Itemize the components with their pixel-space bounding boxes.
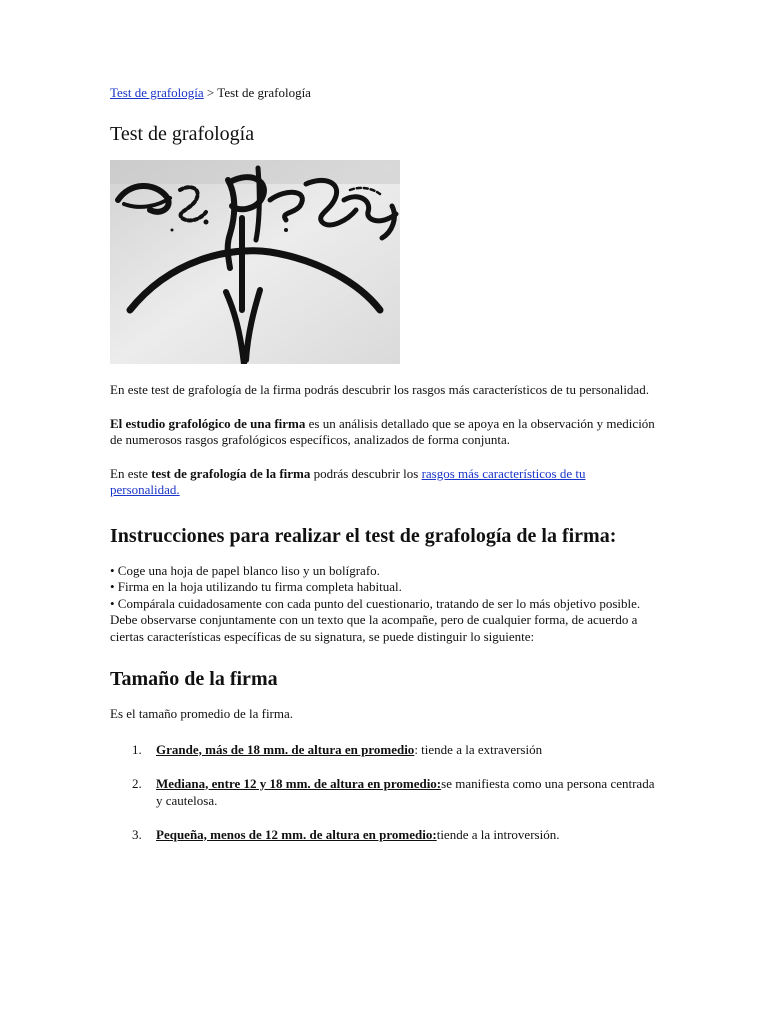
instructions-list: [110, 563, 658, 646]
page-title: Test de grafología: [110, 123, 255, 145]
list-item-text: tiende a la introversión.: [436, 826, 560, 842]
discover-paragraph-bold: test de grafología de la firma: [151, 465, 311, 481]
instructions-note: Debe observarse conjuntamente con un texto que la acompañe, pero de cualquier forma, de acuerdo a ciertas características específicas de su signatura, se puede distinguir lo siguiente:: [110, 612, 638, 644]
list-item-lead: Pequeña, menos de 12 mm. de altura en promedio:: [156, 826, 437, 842]
discover-paragraph: [110, 466, 658, 499]
list-item-number: 2.: [132, 775, 142, 791]
size-list: [110, 741, 658, 843]
study-paragraph-rest: es un análisis detallado que se apoya en la observación y medición de numerosos rasgos grafológicos específicos, analizados de forma conjunta.: [110, 415, 655, 447]
instruction-item: • Coge una hoja de papel blanco liso y un bolígrafo.: [110, 562, 380, 578]
list-item: [110, 741, 658, 758]
study-paragraph: [110, 416, 658, 449]
traits-link[interactable]: rasgos más característicos de tu personalidad.: [110, 465, 586, 497]
list-item-number: 1.: [132, 741, 142, 757]
list-item-lead: Grande, más de 18 mm. de altura en promedio: [156, 741, 415, 757]
intro-paragraph: En este test de grafología de la firma podrás descubrir los rasgos más característicos de tu personalidad.: [110, 382, 649, 397]
list-item: [110, 826, 658, 843]
list-item-text: : tiende a la extraversión: [414, 741, 543, 757]
breadcrumb-link[interactable]: Test de grafología: [110, 85, 204, 100]
list-item-text: se manifiesta como una persona centrada y cautelosa.: [156, 775, 655, 808]
article-content: [110, 84, 658, 860]
discover-paragraph-start: En este: [110, 465, 152, 481]
breadcrumb-separator: >: [203, 85, 218, 100]
list-item-lead: Mediana, entre 12 y 18 mm. de altura en promedio:: [156, 775, 442, 791]
graffiti-signature-image: [110, 160, 400, 364]
instructions-heading: Instrucciones para realizar el test de grafología de la firma:: [110, 524, 617, 547]
breadcrumb-current: Test de grafología: [217, 85, 311, 100]
instruction-item: • Compárala cuidadosamente con cada punto del cuestionario, tratando de ser lo más objetivo posible.: [110, 595, 641, 611]
discover-paragraph-mid: podrás descubrir los: [310, 465, 422, 481]
study-paragraph-bold: El estudio grafológico de una firma: [110, 415, 306, 431]
instruction-item: • Firma en la hoja utilizando tu firma completa habitual.: [110, 579, 402, 594]
list-item-number: 3.: [132, 826, 142, 842]
size-heading: Tamaño de la firma: [110, 668, 278, 690]
size-intro: Es el tamaño promedio de la firma.: [110, 706, 294, 721]
breadcrumb: [110, 84, 658, 102]
list-item: [110, 775, 658, 809]
